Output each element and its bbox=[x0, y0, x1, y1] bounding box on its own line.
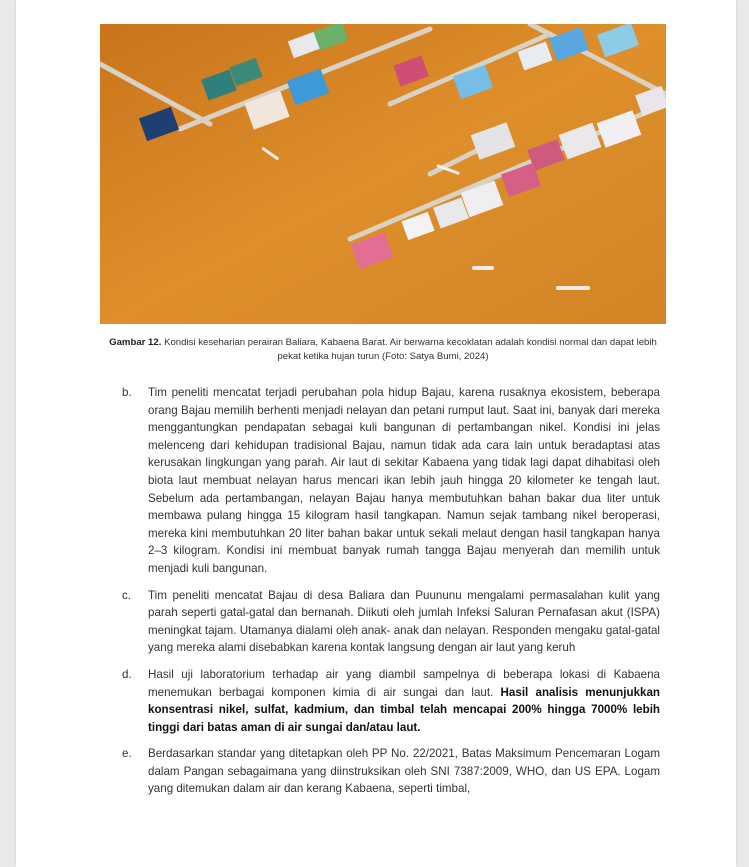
list-item-text: Tim peneliti mencatat terjadi perubahan pola hidup Bajau, karena rusaknya ekosistem, beberapa orang Bajau memilih berhenti menjadi nelayan dan petani rumput laut. Saat ini, banyak dari mereka menggantungkan pendapatan sebagai kuli bangunan di pertambangan nikel. Kondisi ini jelas melenceng dari kehidupan tradisional Bajau, namun tidak ada cara lain untuk beradaptasi atas kerusakan lingkungan yang parah. Air laut di sekitar Kabaena yang tidak lagi dapat dihabitasi oleh biota laut membuat nelayan harus mencari ikan lebih jauh hingga 20 kilometer ke tengah laut. Sebelum ada pertambangan, nelayan Bajau hanya membutuhkan bahan bakar dua liter untuk membawa pulang hingga 15 kilogram hasil tangkapan. Namun sejak tambang nikel beroperasi, mereka kini membutuhkan 20 liter bahan bakar untuk sekali melaut dengan hasil tangkapan hanya 2–3 kilogram. Kondisi ini membuat banyak rumah tangga Bajau menyerah dan memilih untuk menjadi kuli bangunan. bbox=[148, 386, 660, 575]
findings-list bbox=[122, 384, 660, 807]
list-item-e bbox=[122, 745, 660, 798]
list-marker: c. bbox=[122, 588, 132, 602]
list-item-d bbox=[122, 666, 660, 736]
figure-label: Gambar 12. bbox=[109, 337, 162, 348]
list-marker: d. bbox=[122, 667, 132, 681]
list-item-b bbox=[122, 384, 660, 578]
document-page bbox=[16, 0, 736, 867]
list-item-bold-text: Hasil analisis menunjukkan konsentrasi nikel, sulfat, kadmium, dan timbal telah mencapai 200% hingga 7000% lebih tinggi dari batas aman di air sungai dan/atau laut. bbox=[148, 685, 660, 734]
list-marker: e. bbox=[122, 747, 132, 761]
figure-caption bbox=[108, 336, 658, 364]
figure-caption-text: Kondisi keseharian perairan Baliara, Kabaena Barat. Air berwarna kecoklatan adalah kondisi normal dan dapat lebih pekat ketika hujan turun (Foto: Satya Bumi, 2024) bbox=[164, 337, 657, 362]
list-item-text: Hasil uji laboratorium terhadap air yang diambil sampelnya di beberapa lokasi di Kabaena menemukan berbagai komponen kimia di air sungai dan laut. bbox=[148, 667, 660, 699]
list-item-text: Tim peneliti mencatat Bajau di desa Baliara dan Puununu mengalami permasalahan kulit yang parah seperti gatal-gatal dan bernanah. Diikuti oleh jumlah Infeksi Saluran Pernafasan akut (ISPA) meningkat tajam. Utamanya dialami oleh anak- anak dan nelayan. Responden mengaku gatal-gatal yang mereka alami disebabkan karena kontak langsung dengan air laut yang keruh bbox=[148, 588, 660, 655]
muddy-water bbox=[100, 24, 666, 324]
aerial-photo-stilt-village bbox=[100, 24, 666, 324]
list-item-c bbox=[122, 587, 660, 657]
list-marker: b. bbox=[122, 386, 132, 399]
list-item-text: Berdasarkan standar yang ditetapkan oleh PP No. 22/2021, Batas Maksimum Pencemaran Logam dalam Pangan sebagaimana yang diinstruksikan oleh SNI 7387:2009, WHO, dan US EPA. Logam yang ditemukan dalam air dan kerang Kabaena, seperti timbal, bbox=[148, 747, 660, 796]
